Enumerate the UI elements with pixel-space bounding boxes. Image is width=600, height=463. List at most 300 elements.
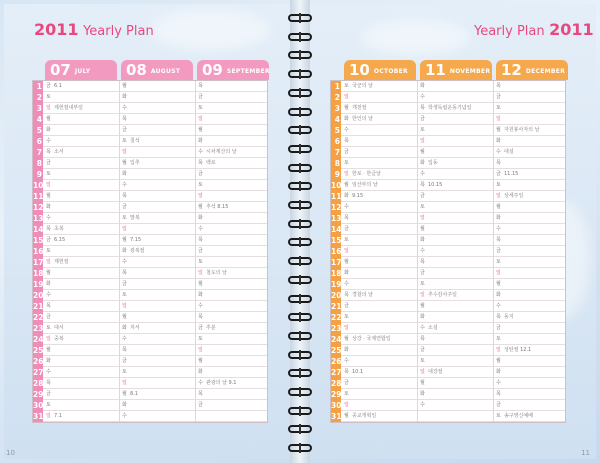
weekday-label: 목 — [122, 270, 127, 276]
day-row — [33, 411, 267, 422]
day-number: 11 — [33, 192, 44, 201]
weekday-label: 월 — [46, 193, 51, 199]
weekday-label: 수 — [344, 281, 349, 287]
day-row — [331, 279, 565, 290]
binding-ring — [288, 313, 312, 321]
weekday-label: 토 — [420, 127, 425, 133]
day-number: 17 — [33, 258, 44, 267]
binding-ring — [288, 14, 312, 22]
day-number: 14 — [33, 225, 44, 234]
column-divider — [195, 312, 196, 323]
weekday-label: 토 — [496, 182, 501, 188]
weekday-label: 토 — [122, 369, 127, 375]
column-divider — [417, 345, 418, 356]
column-divider — [417, 400, 418, 411]
column-divider — [195, 356, 196, 367]
column-divider — [195, 279, 196, 290]
weekday-label: 수 — [420, 248, 425, 254]
day-row — [331, 147, 565, 158]
day-number: 4 — [33, 114, 43, 125]
column-divider — [119, 158, 120, 169]
weekday-label: 일 — [122, 380, 127, 386]
month-number: 09 — [202, 61, 223, 79]
event-note: 중복 — [54, 336, 64, 342]
day-row — [33, 323, 267, 334]
day-number: 7 — [33, 147, 43, 158]
weekday-label: 토 — [344, 391, 349, 397]
column-divider — [119, 378, 120, 389]
day-number: 9 — [33, 169, 43, 180]
weekday-label: 월 — [496, 204, 501, 210]
month-number: 12 — [501, 61, 522, 79]
column-divider — [119, 356, 120, 367]
column-divider — [119, 147, 120, 158]
right-month-grid — [330, 80, 566, 423]
column-divider — [195, 213, 196, 224]
column-divider — [493, 400, 494, 411]
column-divider — [119, 268, 120, 279]
weekday-label: 일 — [496, 116, 501, 122]
day-number: 19 — [33, 280, 44, 289]
weekday-label: 일 — [198, 116, 203, 122]
weekday-label: 화 — [122, 171, 127, 177]
column-divider — [195, 224, 196, 235]
day-row — [331, 367, 565, 378]
month-name: OCTOBER — [373, 68, 408, 75]
weekday-label: 화 — [344, 270, 349, 276]
column-divider — [195, 411, 196, 422]
event-note: 성탄절 12.1 — [504, 347, 532, 353]
weekday-label: 월 — [198, 281, 203, 287]
weekday-label: 월 — [122, 160, 127, 166]
event-note: 철도의 날 — [206, 270, 227, 276]
weekday-label: 목 — [198, 391, 203, 397]
weekday-label: 화 — [198, 369, 203, 375]
event-note: 소서 — [54, 149, 64, 155]
day-row — [33, 180, 267, 191]
column-divider — [119, 279, 120, 290]
column-divider — [417, 257, 418, 268]
weekday-label: 월 — [496, 127, 501, 133]
column-divider — [119, 191, 120, 202]
day-number: 2 — [33, 92, 43, 103]
column-divider — [195, 301, 196, 312]
weekday-label: 월 — [198, 204, 203, 210]
binding-ring — [288, 369, 312, 377]
weekday-label: 금 — [198, 325, 203, 331]
day-row — [331, 235, 565, 246]
weekday-label: 화 — [420, 314, 425, 320]
day-number: 23 — [331, 324, 342, 333]
day-row — [33, 213, 267, 224]
weekday-label: 금 — [420, 347, 425, 353]
weekday-label: 목 — [344, 292, 349, 298]
weekday-label: 수 — [122, 182, 127, 188]
month-name: NOVEMBER — [449, 68, 491, 75]
column-divider — [417, 213, 418, 224]
day-number: 7 — [331, 147, 341, 158]
event-note: 초복 — [54, 226, 64, 232]
day-number: 20 — [331, 291, 342, 300]
day-number: 1 — [331, 81, 341, 92]
weekday-label: 월 — [122, 314, 127, 320]
day-number: 16 — [331, 247, 342, 256]
column-divider — [417, 224, 418, 235]
weekday-label: 일 — [420, 215, 425, 221]
day-row — [331, 136, 565, 147]
weekday-label: 토 — [198, 336, 203, 342]
column-divider — [195, 158, 196, 169]
weekday-label: 수 — [496, 149, 501, 155]
weekday-label: 금 — [198, 248, 203, 254]
day-row — [33, 378, 267, 389]
day-row — [331, 213, 565, 224]
column-divider — [417, 235, 418, 246]
weekday-label: 토 — [122, 292, 127, 298]
column-divider — [195, 169, 196, 180]
binding-ring — [288, 164, 312, 172]
event-note: 관광의 날 9.1 — [206, 380, 237, 386]
column-divider — [493, 290, 494, 301]
weekday-label: 일 — [496, 347, 501, 353]
weekday-label: 토 — [46, 94, 51, 100]
event-note: 송구영신예배 — [504, 413, 533, 419]
weekday-label: 목 — [496, 160, 501, 166]
day-row — [33, 125, 267, 136]
weekday-label: 금 — [122, 358, 127, 364]
day-number: 27 — [33, 368, 44, 377]
month-tab-july — [45, 60, 117, 80]
column-divider — [417, 246, 418, 257]
column-divider — [493, 356, 494, 367]
page-number-left: 10 — [6, 449, 15, 457]
column-divider — [417, 92, 418, 103]
day-row — [33, 257, 267, 268]
column-divider — [195, 103, 196, 114]
event-note: 처서 — [130, 325, 140, 331]
weekday-label: 일 — [122, 226, 127, 232]
binding-ring — [288, 407, 312, 415]
left-month-grid — [32, 80, 268, 423]
weekday-label: 목 — [198, 237, 203, 243]
column-divider — [493, 378, 494, 389]
column-divider — [195, 180, 196, 191]
event-note: 칠석 — [130, 138, 140, 144]
day-number: 30 — [33, 401, 44, 410]
column-divider — [417, 268, 418, 279]
event-note: 자원봉사자의 날 — [504, 127, 540, 133]
column-divider — [417, 334, 418, 345]
column-divider — [119, 180, 120, 191]
event-note: 8.1 — [130, 391, 138, 397]
weekday-label: 토 — [198, 182, 203, 188]
day-row — [33, 279, 267, 290]
day-number: 12 — [33, 203, 44, 212]
weekday-label: 토 — [46, 325, 51, 331]
weekday-label: 목 — [420, 259, 425, 265]
binding-ring — [288, 295, 312, 303]
day-number: 23 — [33, 324, 44, 333]
day-number: 19 — [331, 280, 342, 289]
weekday-label: 수 — [46, 292, 51, 298]
right-page-title — [474, 20, 594, 39]
weekday-label: 금 — [198, 94, 203, 100]
column-divider — [493, 235, 494, 246]
column-divider — [493, 158, 494, 169]
day-number: 29 — [33, 390, 44, 399]
column-divider — [417, 356, 418, 367]
left-page-title — [34, 20, 154, 39]
weekday-label: 일 — [344, 402, 349, 408]
binding-ring — [288, 220, 312, 228]
day-row — [33, 367, 267, 378]
weekday-label: 금 — [496, 94, 501, 100]
weekday-label: 일 — [198, 193, 203, 199]
weekday-label: 화 — [496, 138, 501, 144]
event-note: 말복 — [130, 215, 140, 221]
column-divider — [493, 367, 494, 378]
weekday-label: 일 — [198, 270, 203, 276]
binding-ring — [288, 89, 312, 97]
column-divider — [119, 334, 120, 345]
weekday-label: 목 — [198, 160, 203, 166]
column-divider — [119, 257, 120, 268]
weekday-label: 토 — [420, 358, 425, 364]
weekday-label: 수 — [198, 380, 203, 386]
weekday-label: 화 — [496, 292, 501, 298]
weekday-label: 수 — [344, 358, 349, 364]
column-divider — [119, 323, 120, 334]
weekday-label: 화 — [344, 116, 349, 122]
day-number: 16 — [33, 247, 44, 256]
event-note: 6.1 — [54, 83, 62, 89]
weekday-label: 목 — [344, 215, 349, 221]
weekday-label: 금 — [198, 402, 203, 408]
month-name: JULY — [74, 68, 91, 75]
day-number: 8 — [33, 158, 43, 169]
weekday-label: 토 — [46, 402, 51, 408]
day-number: 25 — [33, 346, 44, 355]
column-divider — [119, 411, 120, 422]
month-name: SEPTEMBER — [226, 68, 270, 75]
weekday-label: 목 — [122, 116, 127, 122]
column-divider — [119, 92, 120, 103]
event-note: 학생독립운동기념일 — [428, 105, 472, 111]
month-tab-october — [344, 60, 416, 80]
column-divider — [195, 323, 196, 334]
weekday-label: 수 — [46, 215, 51, 221]
event-note: 10.15 — [428, 182, 443, 188]
column-divider — [195, 400, 196, 411]
day-number: 29 — [331, 390, 342, 399]
day-number: 26 — [33, 357, 44, 366]
column-divider — [195, 389, 196, 400]
day-number: 20 — [33, 291, 44, 300]
event-note: 한인의 날 — [352, 116, 373, 122]
weekday-label: 목 — [46, 226, 51, 232]
day-row — [331, 169, 565, 180]
weekday-label: 수 — [198, 149, 203, 155]
column-divider — [119, 81, 120, 92]
cloud-decoration — [360, 20, 470, 55]
binding-ring — [288, 201, 312, 209]
weekday-label: 토 — [344, 83, 349, 89]
day-number: 28 — [331, 379, 342, 388]
binding-ring — [288, 238, 312, 246]
weekday-label: 토 — [122, 215, 127, 221]
column-divider — [195, 378, 196, 389]
column-divider — [493, 312, 494, 323]
weekday-label: 월 — [344, 259, 349, 265]
title-year: 2011 — [549, 20, 594, 39]
day-number: 10 — [33, 181, 44, 190]
weekday-label: 수 — [344, 127, 349, 133]
weekday-label: 토 — [122, 138, 127, 144]
day-row — [33, 103, 267, 114]
day-row — [33, 114, 267, 125]
column-divider — [119, 136, 120, 147]
day-number: 5 — [33, 125, 43, 136]
column-divider — [493, 180, 494, 191]
column-divider — [119, 400, 120, 411]
column-divider — [493, 268, 494, 279]
column-divider — [195, 345, 196, 356]
binding-ring — [288, 33, 312, 41]
weekday-label: 금 — [344, 226, 349, 232]
binding-ring — [288, 51, 312, 59]
weekday-label: 목 — [46, 380, 51, 386]
event-note: 상세주일 — [504, 193, 524, 199]
column-divider — [195, 191, 196, 202]
weekday-label: 목 — [198, 314, 203, 320]
weekday-label: 토 — [344, 160, 349, 166]
weekday-label: 금 — [46, 314, 51, 320]
day-row — [331, 356, 565, 367]
column-divider — [119, 246, 120, 257]
event-note: 제헌절내부일 — [54, 105, 83, 111]
title-year: 2011 — [34, 20, 79, 39]
column-divider — [119, 114, 120, 125]
day-number: 22 — [331, 313, 342, 322]
weekday-label: 수 — [46, 369, 51, 375]
weekday-label: 수 — [46, 138, 51, 144]
event-note: 제헌절 — [54, 259, 69, 265]
weekday-label: 일 — [344, 171, 349, 177]
weekday-label: 금 — [344, 380, 349, 386]
weekday-label: 금 — [46, 391, 51, 397]
column-divider — [417, 290, 418, 301]
column-divider — [119, 345, 120, 356]
column-divider — [493, 246, 494, 257]
day-row — [331, 378, 565, 389]
column-divider — [417, 312, 418, 323]
column-divider — [493, 103, 494, 114]
event-note: 입추 — [130, 160, 140, 166]
title-label: Yearly Plan — [83, 24, 154, 39]
event-note: 경찰의 날 — [352, 292, 373, 298]
day-number: 28 — [33, 379, 44, 388]
weekday-label: 일 — [344, 248, 349, 254]
day-row — [33, 81, 267, 92]
weekday-label: 일 — [122, 303, 127, 309]
day-number: 31 — [33, 412, 44, 421]
column-divider — [493, 279, 494, 290]
event-note: 국군의 날 — [352, 83, 373, 89]
day-row — [33, 334, 267, 345]
day-row — [331, 334, 565, 345]
day-number: 26 — [331, 357, 342, 366]
day-row — [33, 92, 267, 103]
weekday-label: 월 — [344, 105, 349, 111]
weekday-label: 화 — [122, 325, 127, 331]
column-divider — [417, 389, 418, 400]
column-divider — [417, 158, 418, 169]
weekday-label: 목 — [344, 369, 349, 375]
column-divider — [119, 125, 120, 136]
weekday-label: 수 — [496, 303, 501, 309]
weekday-label: 일 — [46, 105, 51, 111]
day-number: 14 — [331, 225, 342, 234]
weekday-label: 토 — [46, 248, 51, 254]
event-note: 입동 — [428, 160, 438, 166]
day-row — [331, 81, 565, 92]
weekday-label: 토 — [198, 105, 203, 111]
weekday-label: 목 — [420, 182, 425, 188]
column-divider — [195, 81, 196, 92]
column-divider — [493, 191, 494, 202]
event-note: 대강절 — [428, 369, 443, 375]
weekday-label: 일 — [46, 413, 51, 419]
day-row — [331, 323, 565, 334]
weekday-label: 금 — [344, 303, 349, 309]
weekday-label: 금 — [496, 402, 501, 408]
day-number: 9 — [331, 169, 341, 180]
weekday-label: 화 — [420, 83, 425, 89]
column-divider — [417, 180, 418, 191]
event-note: 한로 · 한글날 — [352, 171, 381, 177]
weekday-label: 월 — [198, 127, 203, 133]
binding-ring — [288, 182, 312, 190]
column-divider — [493, 257, 494, 268]
weekday-label: 토 — [496, 336, 501, 342]
event-note: 6.15 — [54, 237, 66, 243]
column-divider — [195, 334, 196, 345]
day-row — [331, 389, 565, 400]
weekday-label: 화 — [496, 369, 501, 375]
column-divider — [195, 235, 196, 246]
weekday-label: 목 — [344, 138, 349, 144]
weekday-label: 수 — [420, 171, 425, 177]
weekday-label: 토 — [46, 171, 51, 177]
weekday-label: 화 — [496, 215, 501, 221]
weekday-label: 일 — [344, 325, 349, 331]
weekday-label: 화 — [122, 248, 127, 254]
weekday-label: 일 — [344, 94, 349, 100]
event-note: 광복절 — [130, 248, 145, 254]
binding-ring — [288, 126, 312, 134]
weekday-label: 금 — [122, 127, 127, 133]
event-note: 추수감사주일 — [428, 292, 457, 298]
event-note: 상강 · 국제연합일 — [352, 336, 391, 342]
month-tab-september — [197, 60, 269, 80]
weekday-label: 일 — [198, 347, 203, 353]
weekday-label: 금 — [46, 237, 51, 243]
weekday-label: 금 — [122, 204, 127, 210]
column-divider — [417, 378, 418, 389]
weekday-label: 금 — [46, 160, 51, 166]
weekday-label: 일 — [420, 138, 425, 144]
weekday-label: 목 — [46, 149, 51, 155]
